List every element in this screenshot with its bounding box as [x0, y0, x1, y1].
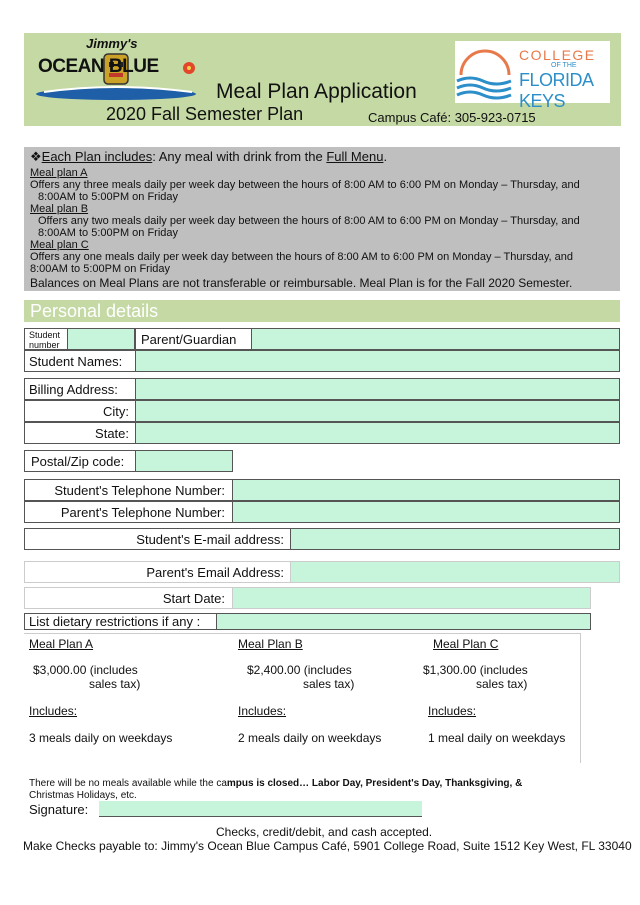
- student-email-label: Student's E-mail address:: [136, 532, 284, 547]
- postal-label-cell: [24, 450, 136, 472]
- city-label-cell: [24, 400, 136, 422]
- parent-phone-input[interactable]: [232, 501, 620, 523]
- city-input[interactable]: [135, 400, 620, 422]
- plan-b-includes: Includes:: [238, 704, 287, 718]
- plan-c-name: Meal Plan C: [433, 637, 499, 651]
- plan-info-box: [24, 147, 620, 291]
- plan-c-desc-2: 8:00AM to 5:00PM on Friday: [30, 263, 171, 275]
- parent-phone-label-cell: [24, 501, 233, 523]
- plan-b-desc-2: 8:00AM to 5:00PM on Friday: [38, 227, 179, 239]
- plan-a-tax: sales tax): [89, 677, 141, 691]
- personal-details-header: [24, 300, 620, 322]
- student-phone-input[interactable]: [232, 479, 620, 501]
- student-number-label-2: number: [29, 340, 60, 350]
- parent-guardian-input[interactable]: [251, 328, 620, 350]
- plan-c-meals: 1 meal daily on weekdays: [428, 731, 566, 745]
- plan-a-price: $3,000.00 (includes: [33, 663, 138, 677]
- includes-line: [30, 149, 387, 165]
- state-label-cell: [24, 422, 136, 444]
- logo-of-the-text: OF THE: [551, 62, 577, 69]
- plan-a-desc-2: 8:00AM to 5:00PM on Friday: [38, 191, 179, 203]
- logo-florida-keys-text: FLORIDA KEYS: [519, 70, 593, 111]
- includes-period: .: [383, 149, 388, 164]
- logo-jimmys-text: Jimmy's: [86, 36, 138, 51]
- parent-guardian-label-cell: [135, 328, 252, 350]
- student-number-input[interactable]: [67, 328, 135, 350]
- dietary-input[interactable]: [216, 613, 591, 630]
- plan-b-name: Meal Plan B: [238, 637, 303, 651]
- plan-b-desc-1: Offers any two meals daily per week day between the hours of 8:00 AM to 6:00 PM on Monday – Thursday, and: [38, 215, 580, 227]
- plan-b-tax: sales tax): [303, 677, 355, 691]
- student-phone-label: Student's Telephone Number:: [54, 483, 225, 498]
- student-number-label-1: Student: [29, 330, 61, 340]
- plan-b-price: $2,400.00 (includes: [247, 663, 352, 677]
- dietary-label: List dietary restrictions if any :: [29, 614, 201, 629]
- payable-to: Make Checks payable to: Jimmy's Ocean Blue Campus Café, 5901 College Road, Suite 1512 Key West, FL 33040: [23, 839, 632, 853]
- postal-input[interactable]: [135, 450, 233, 472]
- plan-a-includes: Includes:: [29, 704, 78, 718]
- dietary-label-cell: [24, 613, 217, 630]
- student-email-input[interactable]: [290, 528, 620, 550]
- postal-label: Postal/Zip code:: [31, 454, 125, 469]
- billing-address-input[interactable]: [135, 378, 620, 400]
- student-phone-label-cell: [24, 479, 233, 501]
- plan-c-includes: Includes:: [428, 704, 477, 718]
- plans-top-rule: [24, 633, 580, 634]
- cafe-phone: Campus Café: 305-923-0715: [368, 110, 536, 125]
- student-names-label-cell: [24, 350, 136, 372]
- parent-guardian-label: Parent/Guardian: [141, 332, 237, 347]
- semester-subtitle: 2020 Fall Semester Plan: [106, 104, 304, 124]
- college-florida-keys-logo: [455, 41, 610, 111]
- plan-a-desc-1: Offers any three meals daily per week day between the hours of 8:00 AM to 6:00 PM on Monday – Thursday, and: [30, 179, 580, 191]
- start-date-label: Start Date:: [162, 591, 225, 606]
- parent-phone-label: Parent's Telephone Number:: [60, 505, 225, 520]
- student-email-label-cell: [24, 528, 291, 550]
- start-date-label-cell: [24, 587, 233, 609]
- plan-a-meals: 3 meals daily on weekdays: [29, 731, 173, 745]
- billing-address-label-cell: [24, 378, 136, 400]
- student-number-label-cell: [24, 328, 68, 350]
- logo-college-text: COLLEGE: [519, 47, 596, 63]
- parent-email-label: Parent's Email Address:: [146, 565, 284, 580]
- closure-note-b: mpus is closed… Labor Day, President's Day, Thanksgiving, &: [226, 778, 523, 789]
- closure-note-a: There will be no meals available while the ca: [29, 778, 227, 789]
- page-title: Meal Plan Application: [216, 80, 417, 103]
- plan-a-title: Meal plan A: [30, 167, 88, 179]
- plan-c-desc-1: Offers any one meals daily per week day between the hours of 8:00 AM to 6:00 PM on Monday – Thursday, and: [30, 251, 573, 263]
- plans-right-rule: [580, 633, 581, 763]
- state-label: State:: [95, 426, 129, 441]
- state-input[interactable]: [135, 422, 620, 444]
- billing-address-label: Billing Address:: [29, 382, 118, 397]
- plan-c-title: Meal plan C: [30, 239, 89, 251]
- plan-b-title: Meal plan B: [30, 203, 89, 215]
- closure-note: [29, 778, 522, 789]
- plan-a-name: Meal Plan A: [29, 637, 94, 651]
- logo-ocean-blue-text: OCEAN BLUE: [38, 56, 159, 77]
- payment-methods: Checks, credit/debit, and cash accepted.: [216, 825, 433, 839]
- parent-email-input[interactable]: [290, 561, 620, 583]
- ocean-blue-logo: [34, 36, 198, 100]
- signature-input[interactable]: [99, 801, 422, 817]
- includes-text: : Any meal with drink from the: [152, 149, 327, 164]
- includes-label: Each Plan includes: [41, 149, 153, 164]
- student-names-label: Student Names:: [29, 354, 123, 369]
- plan-c-price: $1,300.00 (includes: [423, 663, 528, 677]
- parent-email-label-cell: [24, 561, 291, 583]
- closure-note-2: Christmas Holidays, etc.: [29, 790, 137, 801]
- start-date-input[interactable]: [232, 587, 591, 609]
- city-label: City:: [103, 404, 129, 419]
- student-names-input[interactable]: [135, 350, 620, 372]
- signature-label: Signature:: [29, 802, 89, 817]
- personal-details-title: Personal details: [30, 301, 159, 321]
- plan-c-tax: sales tax): [476, 677, 528, 691]
- balances-note: Balances on Meal Plans are not transferable or reimbursable. Meal Plan is for the Fall 2020 Semester.: [30, 276, 573, 290]
- bullet-icon: ❖: [30, 149, 42, 164]
- plan-b-meals: 2 meals daily on weekdays: [238, 731, 382, 745]
- full-menu-link[interactable]: Full Menu: [326, 149, 384, 164]
